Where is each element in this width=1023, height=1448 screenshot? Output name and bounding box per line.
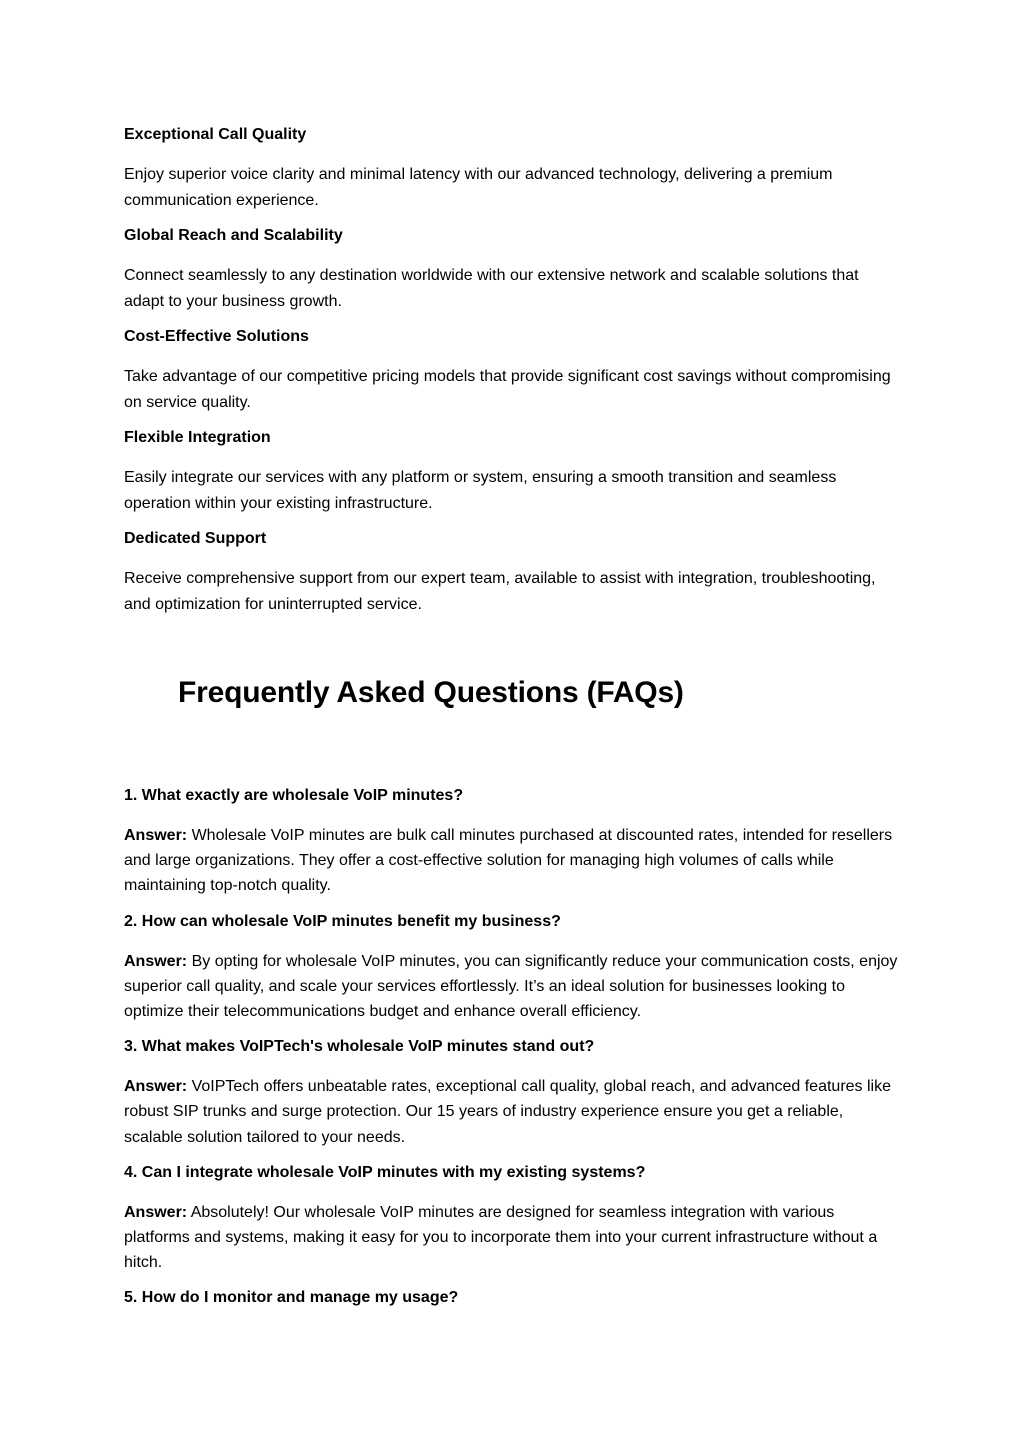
feature-description: Enjoy superior voice clarity and minimal latency with our advanced technology, delivering a premium communication experience.	[124, 166, 833, 209]
faq-heading: Frequently Asked Questions (FAQs)	[178, 676, 684, 709]
faq-item	[124, 1287, 903, 1309]
faq-item	[124, 785, 903, 899]
faq-question: 5. How do I monitor and manage my usage?	[124, 1289, 459, 1307]
faq-question: 4. Can I integrate wholesale VoIP minutes with my existing systems?	[124, 1163, 646, 1181]
feature-title: Exceptional Call Quality	[124, 126, 307, 143]
answer-label: Answer:	[124, 827, 188, 844]
faq-item	[124, 1036, 903, 1150]
faq-answer-text: VoIPTech offers unbeatable rates, exceptional call quality, global reach, and advanced features like robust SIP trunks and surge protection. Our 15 years of industry experience ensure you get a reliable, scalable solution tailored to your needs.	[124, 1078, 891, 1146]
faq-list	[124, 785, 903, 1309]
faq-answer-text: By opting for wholesale VoIP minutes, you can significantly reduce your communication costs, enjoy superior call quality, and scale your services effortlessly. It’s an ideal solution for businesses looking to optimize their telecommunications budget and enhance overall efficiency.	[124, 952, 898, 1021]
faq-question: 3. What makes VoIPTech's wholesale VoIP minutes stand out?	[124, 1038, 595, 1056]
feature-item	[124, 326, 903, 415]
faq-answer	[124, 949, 903, 1025]
faq-answer-text: Absolutely! Our wholesale VoIP minutes are designed for seamless integration with various platforms and systems, making it easy for you to incorporate them into your current infrastructure without a hitch.	[124, 1203, 878, 1272]
feature-description: Connect seamlessly to any destination worldwide with our extensive network and scalable solutions that adapt to your business growth.	[124, 267, 859, 310]
faq-answer	[124, 1200, 903, 1276]
feature-title: Flexible Integration	[124, 429, 271, 446]
faq-question: 1. What exactly are wholesale VoIP minutes?	[124, 787, 464, 804]
feature-title: Cost-Effective Solutions	[124, 328, 309, 345]
feature-item	[124, 427, 903, 516]
faq-item	[124, 911, 903, 1025]
features-section	[124, 124, 903, 617]
faq-answer-text: Wholesale VoIP minutes are bulk call minutes purchased at discounted rates, intended for resellers and large organizations. They offer a cost-effective solution for managing high volumes of calls while maintaining top-notch quality.	[124, 827, 893, 895]
faq-question: 2. How can wholesale VoIP minutes benefit my business?	[124, 912, 561, 930]
feature-item	[124, 225, 903, 314]
faq-answer	[124, 823, 903, 899]
answer-label: Answer:	[124, 952, 188, 970]
feature-title: Dedicated Support	[124, 530, 267, 547]
answer-label: Answer:	[124, 1203, 188, 1221]
answer-label: Answer:	[124, 1078, 188, 1096]
faq-item	[124, 1162, 903, 1276]
faq-answer	[124, 1074, 903, 1150]
feature-description: Take advantage of our competitive pricing models that provide significant cost savings without compromising on service quality.	[124, 368, 891, 411]
feature-item	[124, 528, 903, 617]
feature-description: Easily integrate our services with any platform or system, ensuring a smooth transition and seamless operation within your existing infrastructure.	[124, 469, 837, 512]
feature-item	[124, 124, 903, 213]
feature-description: Receive comprehensive support from our expert team, available to assist with integration, troubleshooting, and optimization for uninterrupted service.	[124, 570, 876, 613]
feature-title: Global Reach and Scalability	[124, 227, 343, 244]
